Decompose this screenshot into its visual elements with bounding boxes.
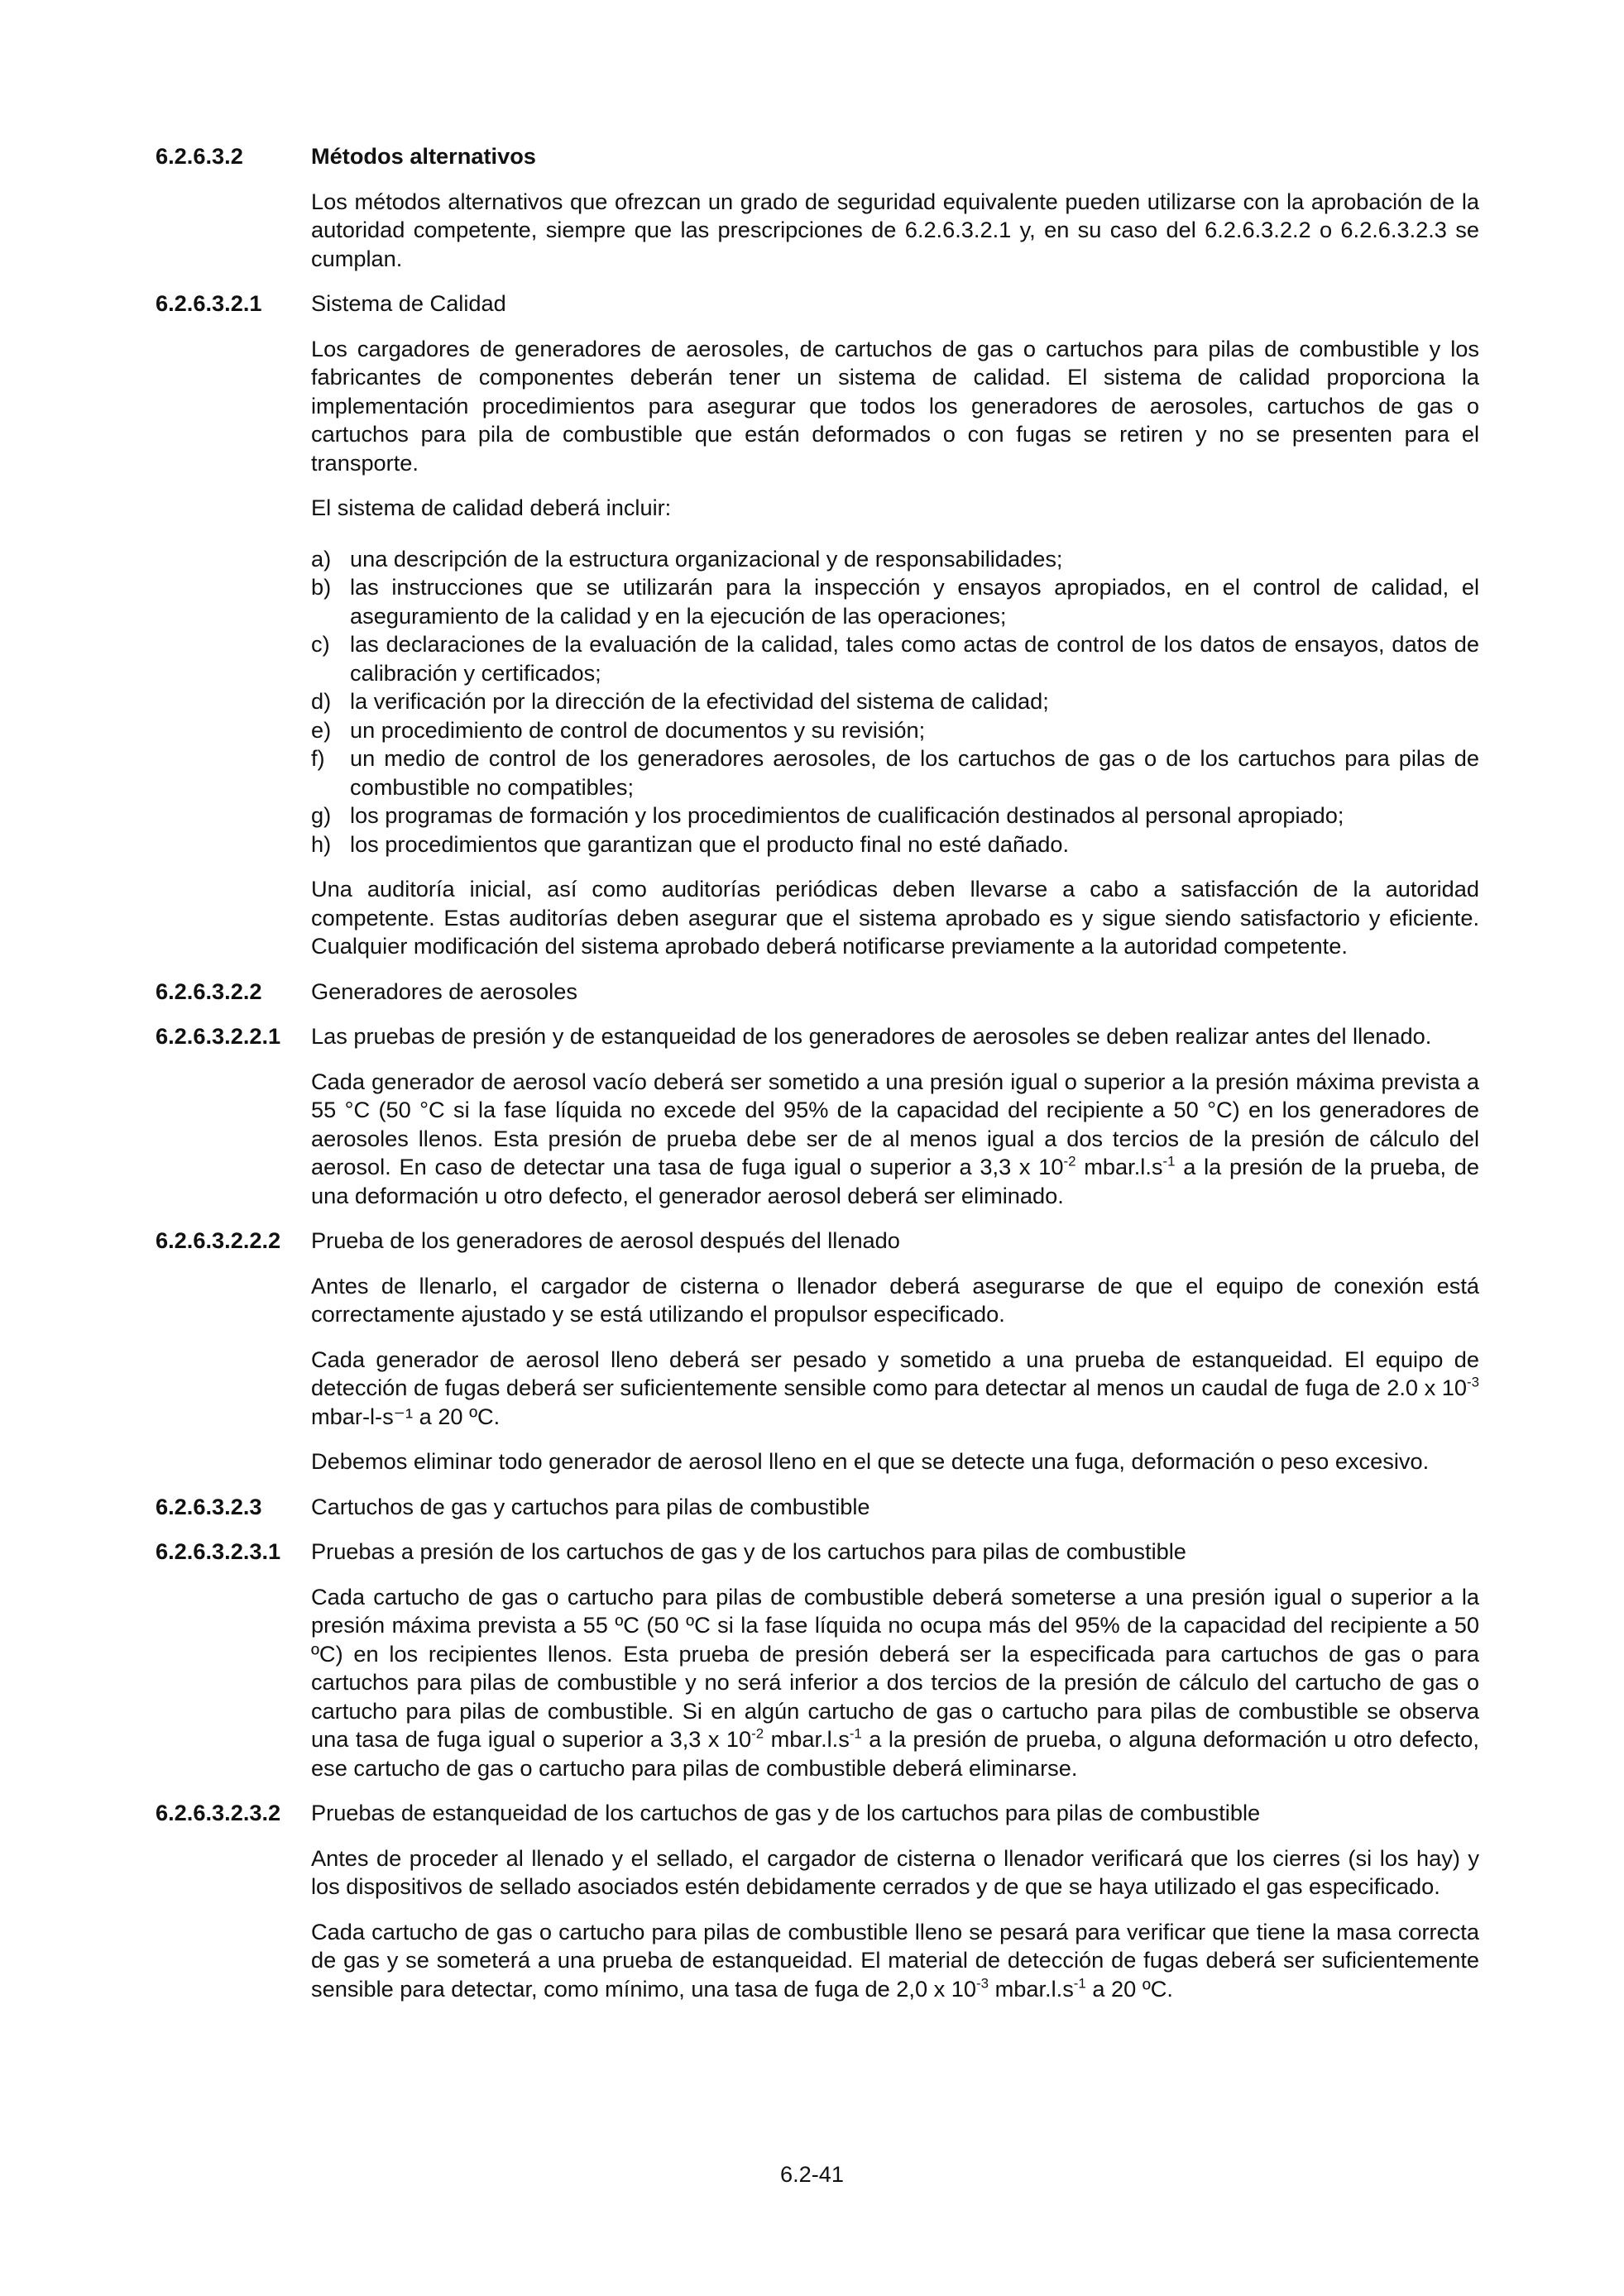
paragraph-text: a la presión de la prueba, de una deformación u otro defecto, el generador aerosol deberá ser eliminado.: [311, 1154, 1479, 1208]
paragraph: Antes de proceder al llenado y el sellado, el cargador de cisterna o llenador verificará que los cierres (si los hay) y los dispositivos de sellado asociados estén debidamente cerrados y de que se haya utilizado el gas especificado.: [311, 1844, 1479, 1900]
section-title: Cartuchos de gas y cartuchos para pilas de combustible: [311, 1493, 870, 1519]
section-heading: [156, 1022, 1479, 1051]
section-title: Métodos alternativos: [311, 143, 536, 169]
section-title: Sistema de Calidad: [311, 290, 506, 316]
section-number: 6.2.6.3.2.2.1: [156, 1023, 281, 1050]
section-heading: [156, 142, 1479, 171]
section-title: Generadores de aerosoles: [311, 978, 577, 1004]
page-number: 6.2-41: [779, 2161, 845, 2187]
list-item-text: un procedimiento de control de documentos y su revisión;: [350, 716, 926, 743]
paragraph-text: mbar.l.s: [1075, 1154, 1163, 1180]
list-item-label: a): [311, 545, 332, 572]
paragraph: Debemos eliminar todo generador de aerosol lleno en el que se detecte una fuga, deformación o peso excesivo.: [311, 1448, 1430, 1475]
superscript: -2: [751, 1725, 764, 1742]
paragraph-text: mbar.l.s: [764, 1726, 850, 1753]
section-heading: [156, 289, 1479, 318]
list-item-text: un medio de control de los generadores aerosoles, de los cartuchos de gas o de los cartuchos para pilas de combustible no compatibles;: [350, 745, 1479, 800]
paragraph-text: Cada generador de aerosol vacío deberá ser sometido a una presión igual o superior a la presión máxima prevista a 55 °C (50 °C si la fase líquida no excede del 95% de la capacidad del recipiente a 50 °C) en los generadores de aerosoles llenos. Esta presión de prueba debe ser de al menos igual a dos tercios de la presión de cálculo del aerosol. En caso de detectar una tasa de fuga igual o superior a 3,3 x 10: [311, 1068, 1479, 1180]
list-item-label: d): [311, 688, 332, 715]
paragraph: [311, 1346, 1479, 1432]
paragraph: [311, 1918, 1479, 2004]
section-number: 6.2.6.3.2.1: [156, 290, 262, 316]
paragraph: [311, 1068, 1479, 1211]
paragraph-text: mbar-l-s⁻¹ a 20 ºC.: [311, 1403, 501, 1429]
section-title: Prueba de los generadores de aerosol después del llenado: [311, 1227, 900, 1254]
list-item-text: la verificación por la dirección de la efectividad del sistema de calidad;: [350, 688, 1049, 715]
list-item: [311, 545, 1479, 574]
page-content: [156, 142, 1479, 2020]
section-number: 6.2.6.3.2: [156, 143, 243, 169]
section-heading: [156, 1493, 1479, 1522]
section-heading: [156, 1538, 1479, 1567]
paragraph: Una auditoría inicial, así como auditorías periódicas deben llevarse a cabo a satisfacción de la autoridad competente. Estas auditorías deben asegurar que el sistema aprobado es y sigue siendo satisfactorio y eficiente. Cualquier modificación del sistema aprobado deberá notificarse previamente a la autoridad competente.: [311, 876, 1479, 959]
section-number: 6.2.6.3.2.3.2: [156, 1800, 281, 1826]
paragraph-text: a 20 ºC.: [1085, 1975, 1173, 2002]
paragraph-text: Cada cartucho de gas o cartucho para pilas de combustible deberá someterse a una presión igual o superior a la presión máxima prevista a 55 ºC (50 ºC si la fase líquida no ocupa más del 95% de la capacidad del recipiente a 50 ºC) en los recipientes llenos. Esta prueba de presión deberá ser la especificada para cartuchos de gas o para cartuchos para pilas de combustible y no será inferior a dos tercios de la presión de cálculo del cartucho de gas o cartucho para pilas de combustible. Si en algún cartucho de gas o cartucho para pilas de combustible se observa una tasa de fuga igual o superior a 3,3 x 10: [311, 1583, 1479, 1753]
superscript: -1: [849, 1725, 862, 1742]
superscript: -1: [1073, 1975, 1086, 1992]
superscript: -1: [1162, 1153, 1176, 1170]
section-title: Pruebas a presión de los cartuchos de gas y de los cartuchos para pilas de combustible: [311, 1538, 1186, 1565]
list-item: [311, 801, 1479, 830]
list-item: [311, 687, 1479, 716]
superscript: -3: [976, 1975, 989, 1992]
section-heading: [156, 978, 1479, 1007]
section-text: Las pruebas de presión y de estanqueidad de los generadores de aerosoles se deben realizar antes del llenado.: [311, 1023, 1432, 1050]
section-number: 6.2.6.3.2.2: [156, 978, 262, 1004]
paragraph-text: Cada generador de aerosol lleno deberá ser pesado y sometido a una prueba de estanqueidad. El equipo de detección de fugas deberá ser suficientemente sensible como para detectar al menos un caudal de fuga de 2.0 x 10: [311, 1346, 1479, 1401]
section-number: 6.2.6.3.2.3.1: [156, 1538, 281, 1565]
requirements-list: [311, 545, 1479, 859]
section-title: Pruebas de estanqueidad de los cartuchos de gas y de los cartuchos para pilas de combustible: [311, 1800, 1261, 1826]
superscript: -2: [1063, 1153, 1076, 1170]
list-item-label: g): [311, 802, 332, 829]
paragraph: [311, 1583, 1479, 1783]
list-item: [311, 744, 1479, 801]
section-heading: [156, 1227, 1479, 1256]
paragraph-text: mbar.l.s: [989, 1975, 1074, 2002]
list-item: [311, 630, 1479, 687]
list-item: [311, 573, 1479, 630]
list-item: [311, 830, 1479, 859]
section-number: 6.2.6.3.2.3: [156, 1493, 262, 1519]
paragraph: El sistema de calidad deberá incluir:: [311, 495, 672, 520]
section-number: 6.2.6.3.2.2.2: [156, 1227, 281, 1254]
list-item-text: una descripción de la estructura organizacional y de responsabilidades;: [350, 545, 1063, 572]
superscript: -3: [1467, 1374, 1479, 1390]
list-item-label: b): [311, 574, 332, 600]
list-item-label: h): [311, 830, 332, 857]
paragraph: Antes de llenarlo, el cargador de cisterna o llenador deberá asegurarse de que el equipo de conexión está correctamente ajustado y se está utilizando el propulsor especificado.: [311, 1272, 1479, 1327]
paragraph-text: Cada cartucho de gas o cartucho para pilas de combustible lleno se pesará para verificar que tiene la masa correcta de gas y se someterá a una prueba de estanqueidad. El material de detección de fugas deberá ser suficientemente sensible para detectar, como mínimo, una tasa de fuga de 2,0 x 10: [311, 1918, 1479, 2002]
list-item-text: los programas de formación y los procedimientos de cualificación destinados al personal apropiado;: [350, 802, 1344, 829]
paragraph: Los métodos alternativos que ofrezcan un grado de seguridad equivalente pueden utilizarse con la aprobación de la autoridad competente, siempre que las prescripciones de 6.2.6.3.2.1 y, en su caso del 6.2.6.3.2.2 o 6.2.6.3.2.3 se cumplan.: [311, 188, 1479, 271]
section-heading: [156, 1799, 1479, 1828]
list-item-text: las instrucciones que se utilizarán para la inspección y ensayos apropiados, en el control de calidad, el aseguramiento de la calidad y en la ejecución de las operaciones;: [350, 574, 1479, 629]
list-item-label: e): [311, 716, 332, 743]
paragraph-text: a la presión de prueba, o alguna deformación u otro defecto, ese cartucho de gas o cartucho para pilas de combustible deberá eliminarse.: [311, 1726, 1479, 1781]
list-item-text: los procedimientos que garantizan que el producto final no esté dañado.: [350, 830, 1070, 857]
paragraph: Los cargadores de generadores de aerosoles, de cartuchos de gas o cartuchos para pilas de combustible y los fabricantes de componentes deberán tener un sistema de calidad. El sistema de calidad proporciona la implementación procedimientos para asegurar que todos los generadores de aerosoles, cartuchos de gas o cartuchos para pila de combustible que están deformados o con fugas se retiren y no se presenten para el transporte.: [311, 335, 1479, 476]
list-item-label: c): [311, 631, 330, 658]
list-item-text: las declaraciones de la evaluación de la calidad, tales como actas de control de los datos de ensayos, datos de calibración y certificados;: [350, 631, 1479, 686]
list-item: [311, 716, 1479, 745]
list-item-label: f): [311, 745, 325, 772]
